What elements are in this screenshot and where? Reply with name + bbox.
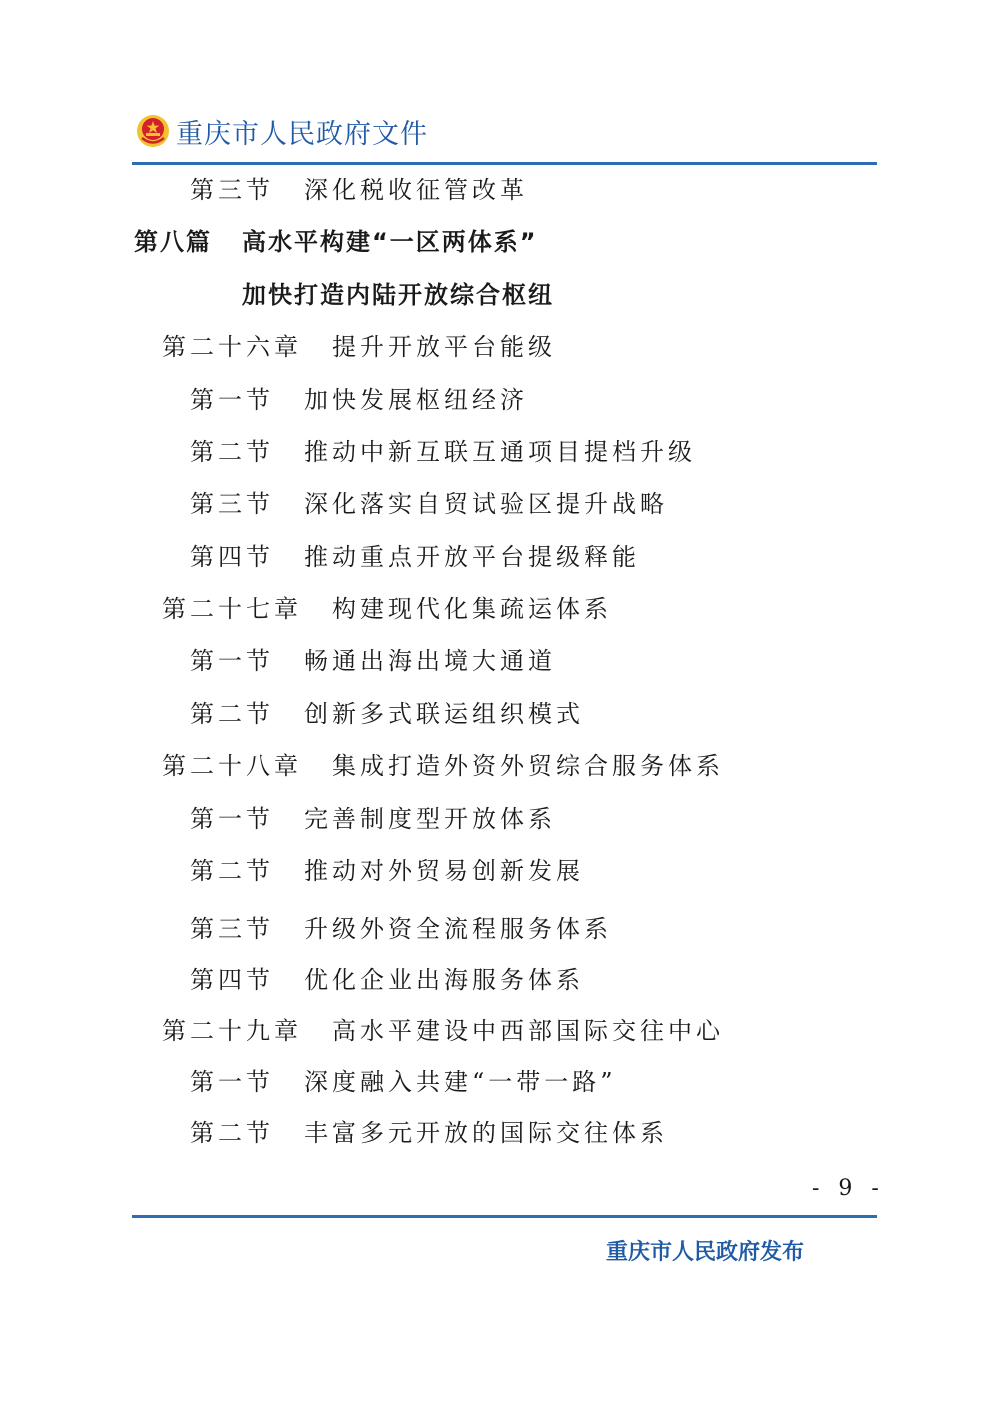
toc-section-line — [190, 914, 612, 944]
chapter-title: 提升开放平台能级 — [332, 333, 556, 361]
section-title: 完善制度型开放体系 — [304, 805, 556, 833]
section-label: 第二节 — [190, 700, 274, 728]
national-emblem-icon — [136, 114, 170, 148]
section-title: 创新多式联运组织模式 — [304, 700, 584, 728]
section-label: 第三节 — [190, 490, 274, 518]
section-label: 第四节 — [190, 966, 274, 994]
document-header — [136, 110, 876, 154]
chapter-label: 第二十六章 — [162, 333, 302, 361]
section-label: 第一节 — [190, 1068, 274, 1096]
toc-chapter-line — [162, 1016, 724, 1046]
header-title: 重庆市人民政府文件 — [176, 119, 428, 150]
chapter-label: 第二十七章 — [162, 595, 302, 623]
chapter-label: 第二十八章 — [162, 752, 302, 780]
section-title: 推动对外贸易创新发展 — [304, 857, 584, 885]
part-label: 第八篇 — [134, 228, 212, 256]
section-title: 深化税收征管改革 — [304, 176, 528, 204]
toc-section-line — [190, 489, 668, 519]
section-label: 第一节 — [190, 386, 274, 414]
toc-section-line — [190, 1067, 617, 1097]
chapter-title: 集成打造外资外贸综合服务体系 — [332, 752, 724, 780]
page-number: - 9 - — [812, 1176, 885, 1201]
section-title: 优化企业出海服务体系 — [304, 966, 584, 994]
chapter-title: 构建现代化集疏运体系 — [332, 595, 612, 623]
toc-chapter-line — [162, 751, 724, 781]
toc-section-line — [190, 1118, 668, 1148]
section-title: 丰富多元开放的国际交往体系 — [304, 1119, 668, 1147]
toc-section-line — [190, 542, 640, 572]
toc-part-heading — [134, 227, 538, 257]
section-label: 第一节 — [190, 647, 274, 675]
part-title-line1: 高水平构建“一区两体系” — [242, 228, 538, 256]
section-title: 深化落实自贸试验区提升战略 — [304, 490, 668, 518]
toc-section-line — [190, 699, 584, 729]
section-label: 第二节 — [190, 1119, 274, 1147]
toc-chapter-line — [162, 332, 556, 362]
section-title: 畅通出海出境大通道 — [304, 647, 556, 675]
toc-section-line — [190, 437, 696, 467]
section-label: 第三节 — [190, 176, 274, 204]
section-title: 推动重点开放平台提级释能 — [304, 543, 640, 571]
toc-section-line — [190, 965, 584, 995]
section-label: 第二节 — [190, 438, 274, 466]
section-title: 推动中新互联互通项目提档升级 — [304, 438, 696, 466]
toc-section-line — [190, 646, 556, 676]
toc-section-line — [190, 804, 556, 834]
section-label: 第三节 — [190, 915, 274, 943]
part-title-line2: 加快打造内陆开放综合枢纽 — [242, 281, 554, 309]
toc-chapter-line — [162, 594, 612, 624]
toc-section-line — [190, 175, 528, 205]
section-title: 加快发展枢纽经济 — [304, 386, 528, 414]
header-divider — [132, 162, 877, 165]
footer-publisher: 重庆市人民政府发布 — [606, 1240, 805, 1265]
section-label: 第四节 — [190, 543, 274, 571]
toc-section-line — [190, 385, 528, 415]
section-title: 升级外资全流程服务体系 — [304, 915, 612, 943]
footer-divider — [132, 1215, 877, 1218]
toc-section-line — [190, 856, 584, 886]
chapter-label: 第二十九章 — [162, 1017, 302, 1045]
section-label: 第一节 — [190, 805, 274, 833]
section-label: 第二节 — [190, 857, 274, 885]
toc-part-heading-continued — [242, 280, 554, 310]
section-title: 深度融入共建“一带一路” — [304, 1068, 617, 1096]
chapter-title: 高水平建设中西部国际交往中心 — [332, 1017, 724, 1045]
